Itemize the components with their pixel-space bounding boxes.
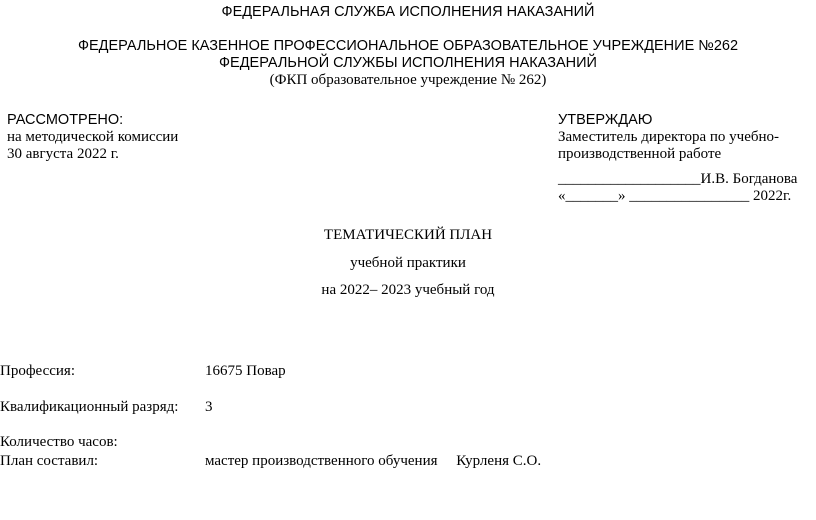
hours-label: Количество часов:	[0, 434, 118, 450]
author-label: План составил:	[0, 453, 99, 469]
approved-signature: ___________________И.В. Богданова	[558, 171, 798, 187]
considered-date: 30 августа 2022 г.	[7, 146, 119, 162]
profession-value: 16675 Повар	[205, 363, 286, 379]
approved-title: УТВЕРЖДАЮ	[558, 112, 653, 128]
approved-position-line1: Заместитель директора по учебно-	[558, 129, 780, 145]
school-short-name: (ФКП образовательное учреждение № 262)	[269, 72, 547, 88]
rank-value: 3	[205, 399, 213, 415]
school-name-line1: ФЕДЕРАЛЬНОЕ КАЗЕННОЕ ПРОФЕССИОНАЛЬНОЕ ОБРАЗОВАТЕЛЬНОЕ УЧРЕЖДЕНИЕ №262	[77, 38, 739, 54]
considered-title: РАССМОТРЕНО:	[7, 112, 124, 128]
approved-position-line2: производственной работе	[558, 146, 722, 162]
plan-year: на 2022– 2023 учебный год	[321, 282, 495, 298]
profession-label: Профессия:	[0, 363, 75, 379]
considered-commission: на методической комиссии	[7, 129, 179, 145]
plan-subtitle: учебной практики	[350, 255, 466, 271]
author-value: мастер производственного обучения Курленя С.О.	[205, 453, 542, 469]
plan-title: ТЕМАТИЧЕСКИЙ ПЛАН	[323, 227, 493, 243]
rank-label: Квалификационный разряд:	[0, 399, 179, 415]
school-name-line2: ФЕДЕРАЛЬНОЙ СЛУЖБЫ ИСПОЛНЕНИЯ НАКАЗАНИЙ	[219, 55, 597, 71]
approved-date: «_______» ________________ 2022г.	[558, 188, 792, 204]
org-title: ФЕДЕРАЛЬНАЯ СЛУЖБА ИСПОЛНЕНИЯ НАКАЗАНИЙ	[221, 4, 595, 20]
